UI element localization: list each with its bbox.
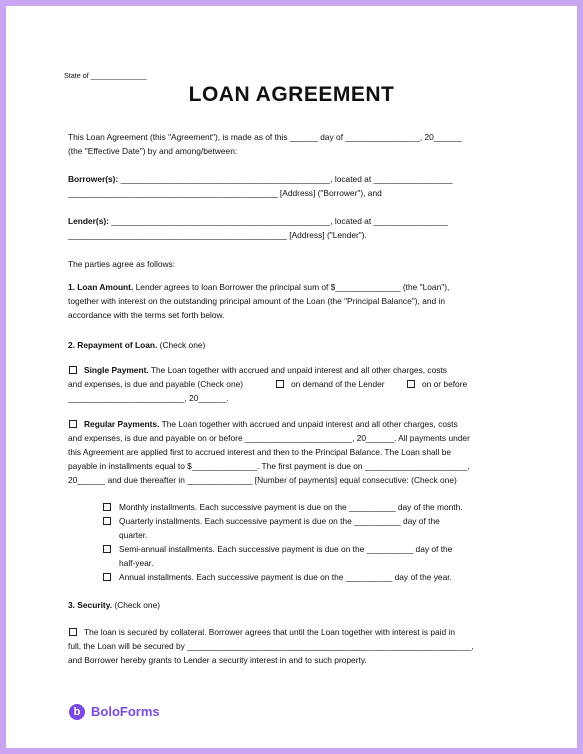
section1-heading: 1. Loan Amount. [68, 282, 134, 292]
regular-payments-label: Regular Payments. [84, 419, 160, 429]
lender-field[interactable]: _______________________________________________, located at ________________ [111, 216, 449, 226]
on-demand-label: on demand of the Lender [291, 379, 385, 389]
section1-line-3: accordance with the terms set forth below. [68, 310, 225, 320]
section3-line-3: and Borrower hereby grants to Lender a security interest in and to such property. [68, 655, 367, 665]
lender-label: Lender(s): [68, 216, 109, 226]
document-page [6, 6, 577, 748]
section3-heading-line [68, 600, 160, 611]
secured-collateral-checkbox[interactable] [69, 628, 77, 636]
lender-line-1[interactable] [68, 216, 448, 227]
section2-note: (Check one) [157, 340, 206, 350]
lender-address-line[interactable]: _______________________________________________ [Address] ("Lender"). [68, 230, 367, 240]
quarterly-installments-text[interactable]: Quarterly installments. Each successive payment is due on the __________ day of the [119, 516, 440, 526]
regular-payments-line-1 [84, 419, 458, 430]
single-payment-label: Single Payment. [84, 365, 149, 375]
borrower-label: Borrower(s): [68, 174, 119, 184]
single-payment-line-1 [84, 365, 447, 376]
loan-amount-field[interactable]: Lender agrees to loan Borrower the principal sum of $______________ (the "Loan"), [133, 282, 450, 292]
regular-payments-line-5[interactable]: 20______ and due thereafter in ______________ [Number of payments] equal consecutive: (Check one) [68, 475, 457, 485]
single-payment-checkbox[interactable] [69, 366, 77, 374]
document-title: LOAN AGREEMENT [188, 83, 395, 106]
on-or-before-checkbox[interactable] [407, 380, 415, 388]
regular-payments-checkbox[interactable] [69, 420, 77, 428]
section2-heading: 2. Repayment of Loan. [68, 340, 158, 350]
section3-heading: 3. Security. [68, 600, 113, 610]
section1-line-2: together with interest on the outstanding principal amount of the Loan (the "Principal Balance"), and in [68, 296, 446, 306]
borrower-line-1[interactable] [68, 174, 453, 185]
parties-agree-text: The parties agree as follows: [68, 259, 176, 269]
single-payment-date-field[interactable]: _________________________, 20______. [68, 393, 229, 403]
section3-line-2[interactable]: full, the Loan will be secured by _____________________________________________________________, [68, 641, 474, 651]
semiannual-installments-text[interactable]: Semi-annual installments. Each successive payment is due on the __________ day of the [119, 544, 453, 554]
intro-line-1[interactable]: This Loan Agreement (this "Agreement"), is made as of this ______ day of ________________, 20______ [68, 132, 462, 142]
annual-installments-checkbox[interactable] [103, 573, 111, 581]
quarterly-installments-text-2: quarter. [119, 530, 148, 540]
boloforms-logo-text: BoloForms [91, 704, 160, 719]
borrower-field[interactable]: _____________________________________________, located at _________________ [120, 174, 453, 184]
section3-line-1: The loan is secured by collateral. Borrower agrees that until the Loan together with interest is paid in [84, 627, 456, 637]
regular-payments-text: The Loan together with accrued and unpaid interest and all other charges, costs [159, 419, 458, 429]
section2-heading-line [68, 340, 205, 351]
section3-note: (Check one) [112, 600, 161, 610]
state-of-field[interactable]: State of ______________ [64, 71, 147, 80]
single-payment-text: The Loan together with accrued and unpaid interest and all other charges, costs [148, 365, 447, 375]
boloforms-logo-icon: b [69, 704, 85, 720]
regular-payments-line-3: this Agreement are applied first to accrued interest and then to the Principal Balance. The Loan shall be [68, 447, 452, 457]
on-or-before-label: on or before [422, 379, 468, 389]
regular-payments-line-4[interactable]: payable in installments equal to $______________. The first payment is due on ______________________, [68, 461, 470, 471]
semiannual-installments-checkbox[interactable] [103, 545, 111, 553]
monthly-installments-checkbox[interactable] [103, 503, 111, 511]
semiannual-installments-text-2: half-year. [119, 558, 154, 568]
regular-payments-line-2[interactable]: and expenses, is due and payable on or before _______________________, 20______. All payments under [68, 433, 470, 443]
quarterly-installments-checkbox[interactable] [103, 517, 111, 525]
borrower-address-line[interactable]: _____________________________________________ [Address] ("Borrower"), and [68, 188, 382, 198]
monthly-installments-text[interactable]: Monthly installments. Each successive payment is due on the __________ day of the month. [119, 502, 463, 512]
section1-line-1[interactable] [68, 282, 449, 293]
annual-installments-text[interactable]: Annual installments. Each successive payment is due on the __________ day of the year. [119, 572, 452, 582]
on-demand-checkbox[interactable] [276, 380, 284, 388]
intro-line-2: (the "Effective Date") by and among/between: [68, 146, 238, 156]
single-payment-line-2a: and expenses, is due and payable (Check one) [68, 379, 244, 389]
